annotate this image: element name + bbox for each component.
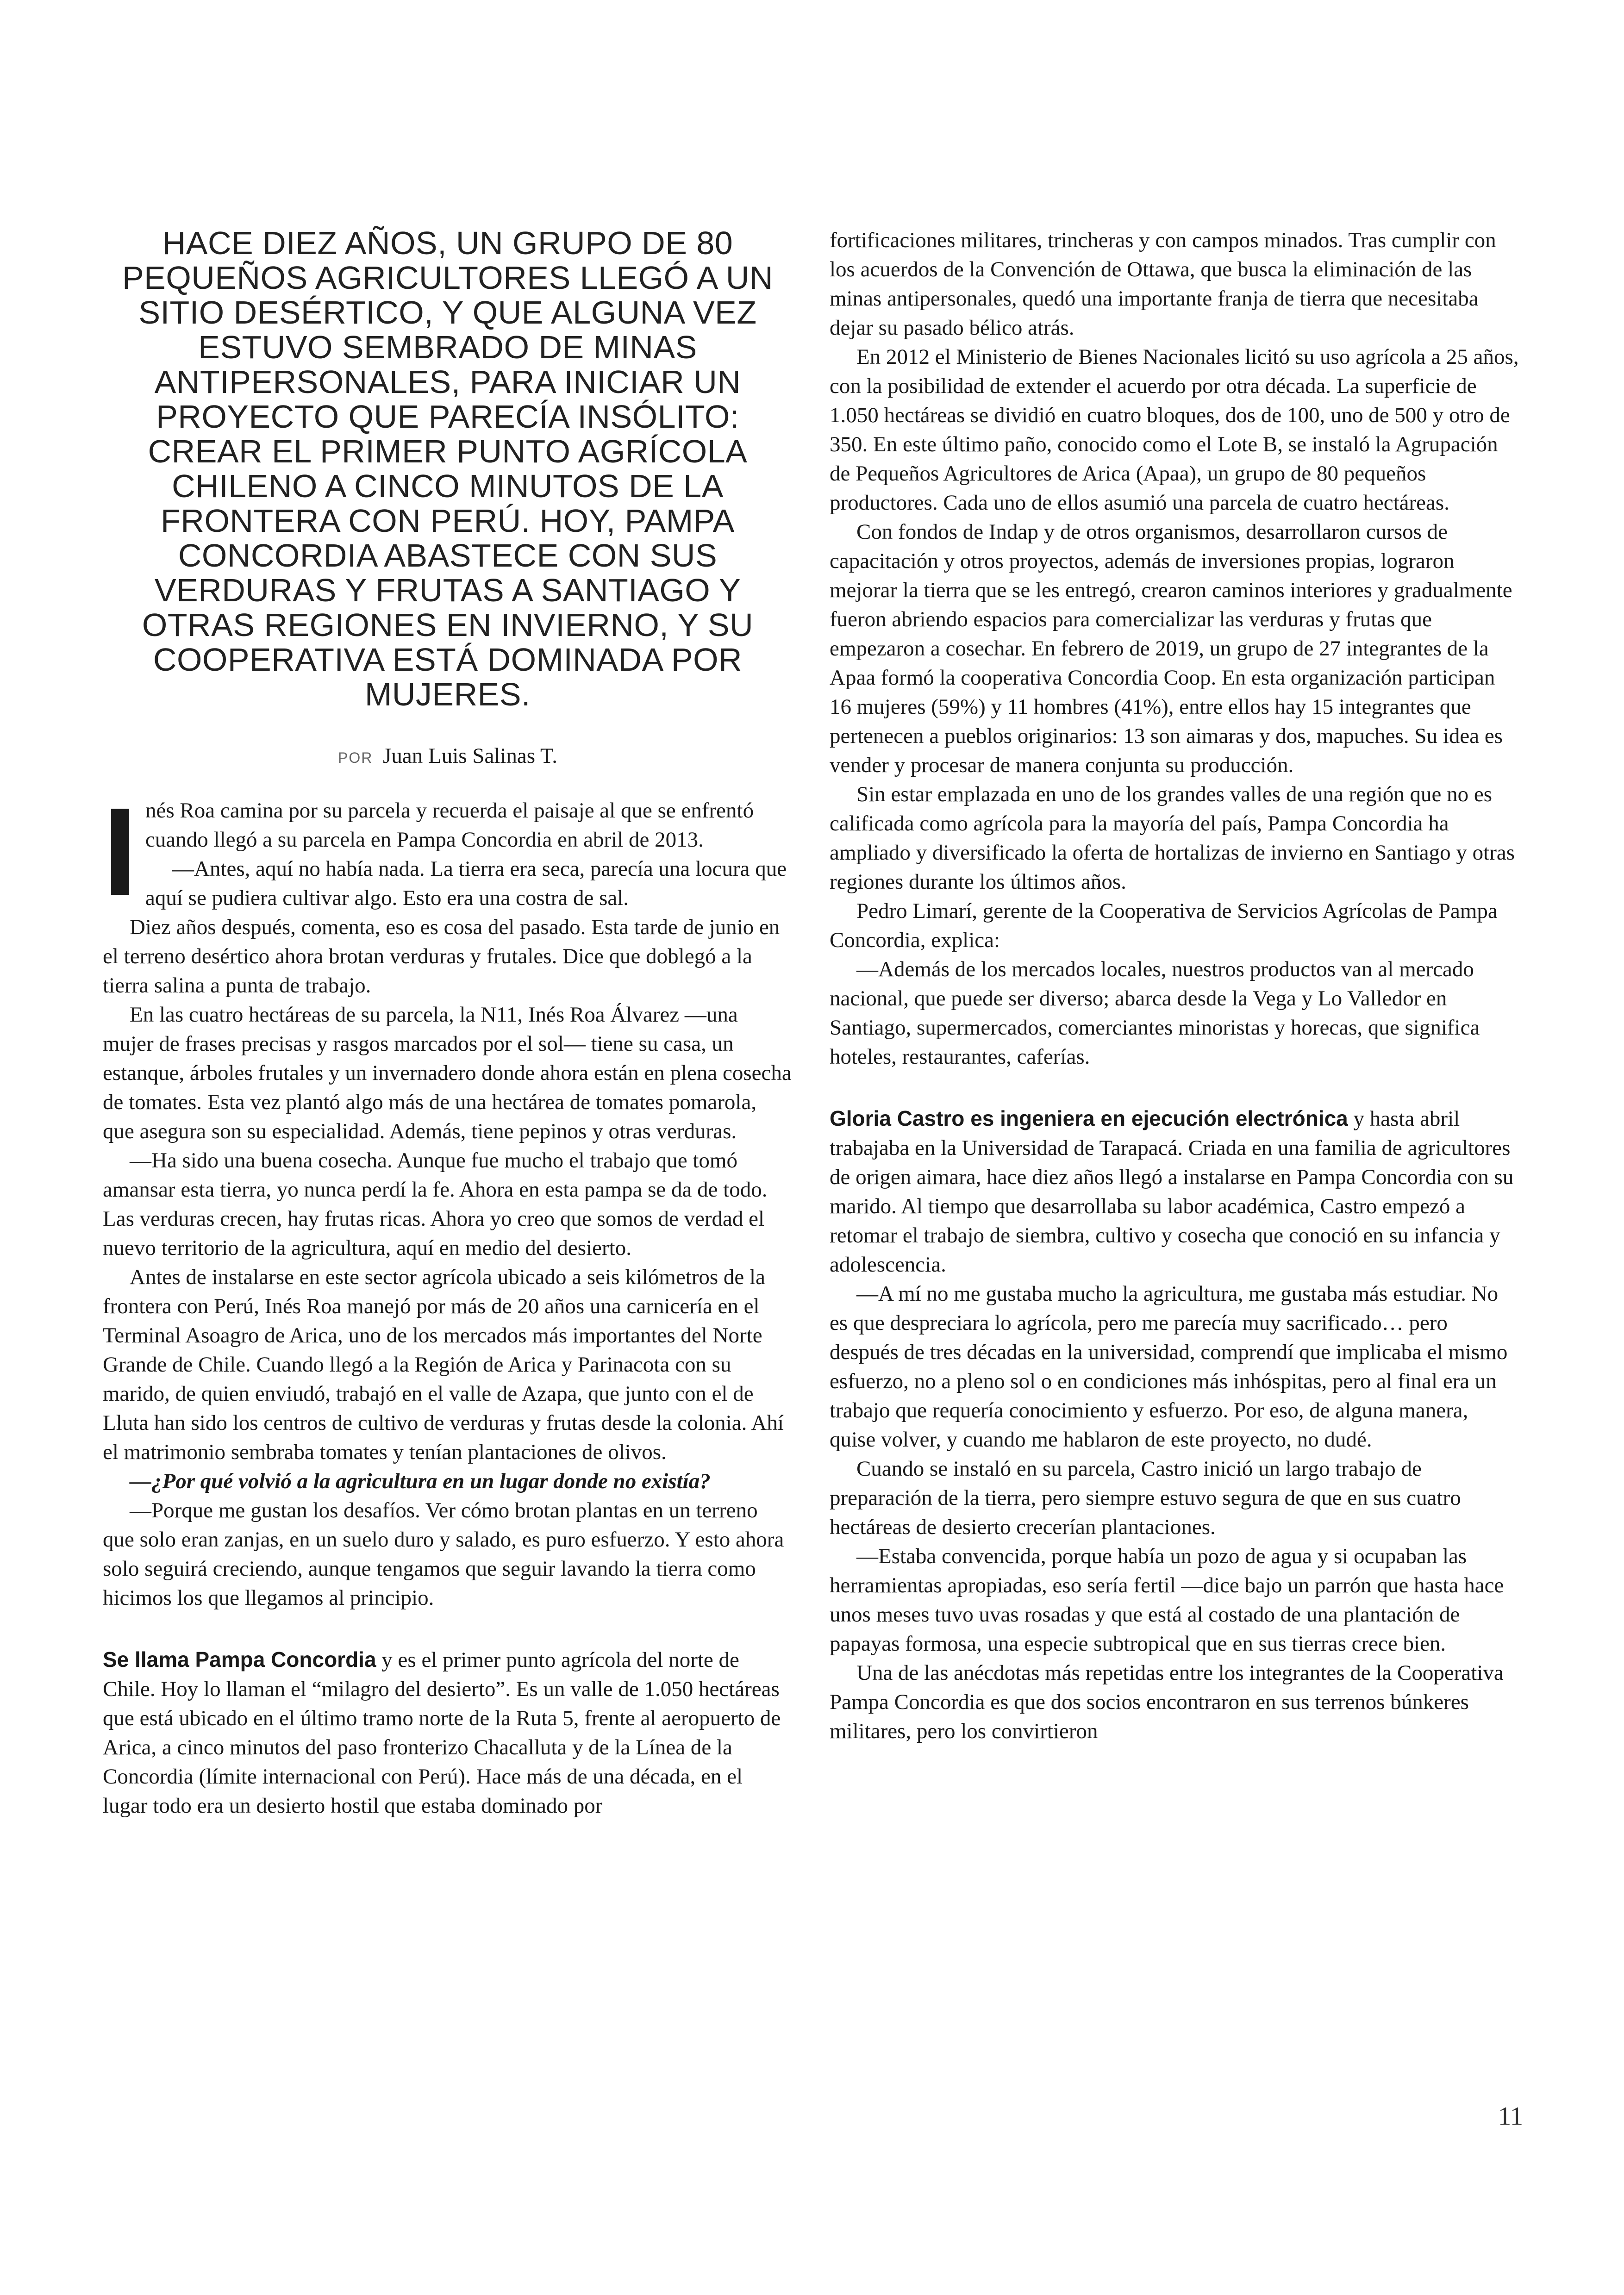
section-text: y es el primer punto agrícola del norte de Chile. Hoy lo llaman el “milagro del desierto”. Es un valle de 1.050 hectáreas que está ubicado en el último tramo norte de la Ruta 5, frente al aeropuerto de Arica, a cinco minutos del paso fronterizo Chacalluta y de la Línea de la Concordia (límite internacional con Perú). Hace más de una década, en el lugar todo era un desierto hostil que estaba dominado por — [103, 1648, 781, 1818]
paragraph: —Antes, aquí no había nada. La tierra era seca, parecía una locura que aquí se pudiera cultivar algo. Esto era una costra de sal. — [145, 857, 787, 910]
paragraph: —Porque me gustan los desafíos. Ver cómo brotan plantas en un terreno que solo eran zanjas, en un suelo duro y salado, es puro esfuerzo. Y esto ahora solo seguirá creciendo, aunque tengamos que seguir lavando la tierra como hicimos los que llegamos al principio. — [103, 1498, 784, 1610]
left-column — [103, 226, 793, 1821]
byline — [103, 743, 793, 768]
paragraph: Sin estar emplazada en uno de los grandes valles de una región que no es calificada como agrícola para la mayoría del país, Pampa Concordia ha ampliado y diversificado la oferta de hortalizas de invierno en Santiago y otras regiones durante los últimos años. — [830, 782, 1515, 894]
right-body — [830, 226, 1519, 1746]
section-text: y hasta abril trabajaba en la Universidad de Tarapacá. Criada en una familia de agricultores de origen aimara, hace diez años llegó a instalarse en Pampa Concordia con su marido. Al tiempo que desarrollaba su labor académica, Castro empezó a retomar el trabajo de siembra, cultivo y cosecha que conoció en su infancia y adolescencia. — [830, 1107, 1514, 1277]
byline-label: POR — [338, 749, 373, 766]
right-column — [830, 226, 1519, 1746]
page-number: 11 — [1498, 2102, 1523, 2131]
paragraph: nés Roa camina por su parcela y recuerda el paisaje al que se enfrentó cuando llegó a su parcela en Pampa Concordia en abril de 2013. — [145, 798, 754, 852]
paragraph: Con fondos de Indap y de otros organismos, desarrollaron cursos de capacitación y otros proyectos, además de inversiones propias, lograron mejorar la tierra que se les entregó, crearon caminos interiores y gradualmente fueron abriendo espacios para comercializar las verduras y frutas que empezaron a cosechar. En febrero de 2019, un grupo de 27 integrantes de la Apaa formó la cooperativa Concordia Coop. En esta organización participan 16 mujeres (59%) y 11 hombres (41%), entre ellos hay 15 integrantes que pertenecen a pueblos originarios: 13 son aimaras y dos, mapuches. Su idea es vender y procesar de manera conjunta su producción. — [830, 520, 1512, 777]
byline-author: Juan Luis Salinas T. — [383, 744, 557, 768]
paragraph: Una de las anécdotas más repetidas entre los integrantes de la Cooperativa Pampa Concordia es que dos socios encontraron en sus terrenos búnkeres militares, pero los convirtieron — [830, 1661, 1504, 1743]
paragraph: Pedro Limarí, gerente de la Cooperativa de Servicios Agrícolas de Pampa Concordia, explica: — [830, 899, 1498, 952]
section-paragraph — [830, 1104, 1519, 1279]
interview-question: —¿Por qué volvió a la agricultura en un lugar donde no existía? — [130, 1469, 711, 1493]
paragraph: —Además de los mercados locales, nuestros productos van al mercado nacional, que puede ser diverso; abarca desde la Vega y Lo Valledor en Santiago, supermercados, comerciantes minoristas y horecas, que significa hoteles, restaurantes, caferías. — [830, 957, 1480, 1069]
paragraph: —Ha sido una buena cosecha. Aunque fue mucho el trabajo que tomó amansar esta tierra, yo nunca perdí la fe. Ahora en esta pampa se da de todo. Las verduras crecen, hay frutas ricas. Ahora yo creo que somos de verdad el nuevo territorio de la agricultura, aquí en medio del desierto. — [103, 1148, 768, 1260]
paragraph: En las cuatro hectáreas de su parcela, la N11, Inés Roa Álvarez —una mujer de frases precisas y rasgos marcados por el sol— tiene su casa, un estanque, árboles frutales y un invernadero donde ahora están en plena cosecha de tomates. Esta vez plantó algo más de una hectárea de tomates pomarola, que asegura son su especialidad. Además, tiene pepinos y otras verduras. — [103, 1003, 792, 1143]
paragraph: —A mí no me gustaba mucho la agricultura, me gustaba más estudiar. No es que despreciara lo agrícola, pero me parecía muy sacrificado… pero después de tres décadas en la universidad, comprendí que implicaba el mismo esfuerzo, no a pleno sol o en condiciones más inhóspitas, pero al final era un trabajo que requería conocimiento y esfuerzo. Por eso, de alguna manera, quise volver, y cuando me hablaron de este proyecto, no dudé. — [830, 1282, 1508, 1452]
section-lead-in: Gloria Castro es ingeniera en ejecución electrónica — [830, 1106, 1348, 1130]
paragraph: En 2012 el Ministerio de Bienes Nacionales licitó su uso agrícola a 25 años, con la posibilidad de extender el acuerdo por otra década. La superficie de 1.050 hectáreas se dividió en cuatro bloques, dos de 100, uno de 500 y otro de 350. En este último paño, conocido como el Lote B, se instaló la Agrupación de Pequeños Agricultores de Arica (Apaa), un grupo de 80 pequeños productores. Cada uno de ellos asumió una parcela de cuatro hectáreas. — [830, 345, 1519, 515]
article-lede: HACE DIEZ AÑOS, UN GRUPO DE 80 PEQUEÑOS AGRICULTORES LLEGÓ A UN SITIO DESÉRTICO, Y QUE ALGUNA VEZ ESTUVO SEMBRADO DE MINAS ANTIPERSONALES, PARA INICIAR UN PROYECTO QUE PARECÍA INSÓLITO: CREAR EL PRIMER PUNTO AGRÍCOLA CHILENO A CINCO MINUTOS DE LA FRONTERA CON PERÚ. HOY, PAMPA CONCORDIA ABASTECE CON SUS VERDURAS Y FRUTAS A SANTIAGO Y OTRAS REGIONES EN INVIERNO, Y SU COOPERATIVA ESTÁ DOMINADA POR MUJERES. — [122, 225, 774, 712]
left-body — [103, 782, 793, 1821]
drop-cap: I — [103, 782, 138, 922]
paragraph: Diez años después, comenta, eso es cosa del pasado. Esta tarde de junio en el terreno desértico ahora brotan verduras y frutales. Dice que doblegó a la tierra salina a punta de trabajo. — [103, 915, 780, 998]
paragraph: Antes de instalarse en este sector agrícola ubicado a seis kilómetros de la frontera con Perú, Inés Roa manejó por más de 20 años una carnicería en el Terminal Asoagro de Arica, uno de los mercados más importantes del Norte Grande de Chile. Cuando llegó a la Región de Arica y Parinacota con su marido, de quien enviudó, trabajó en el valle de Azapa, que junto con el de Lluta han sido los centros de cultivo de verduras y frutas desde la colonia. Ahí el matrimonio sembraba tomates y tenían plantaciones de olivos. — [103, 1265, 784, 1464]
section-lead-in: Se llama Pampa Concordia — [103, 1647, 376, 1671]
paragraph: Cuando se instaló en su parcela, Castro inició un largo trabajo de preparación de la tierra, pero siempre estuvo segura de que en sus cuatro hectáreas de desierto crecerían plantaciones. — [830, 1457, 1461, 1539]
section-paragraph — [103, 1645, 793, 1821]
paragraph: —Estaba convencida, porque había un pozo de agua y si ocupaban las herramientas apropiadas, eso sería fertil —dice bajo un parrón que hasta hace unos meses tuvo uvas rosadas y que está al costado de una plantación de papayas formosa, una especie subtropical que en sus tierras crece bien. — [830, 1544, 1504, 1656]
paragraph: fortificaciones militares, trincheras y con campos minados. Tras cumplir con los acuerdos de la Convención de Ottawa, que busca la eliminación de las minas antipersonales, quedó una importante franja de tierra que necesitaba dejar su pasado bélico atrás. — [830, 228, 1496, 340]
